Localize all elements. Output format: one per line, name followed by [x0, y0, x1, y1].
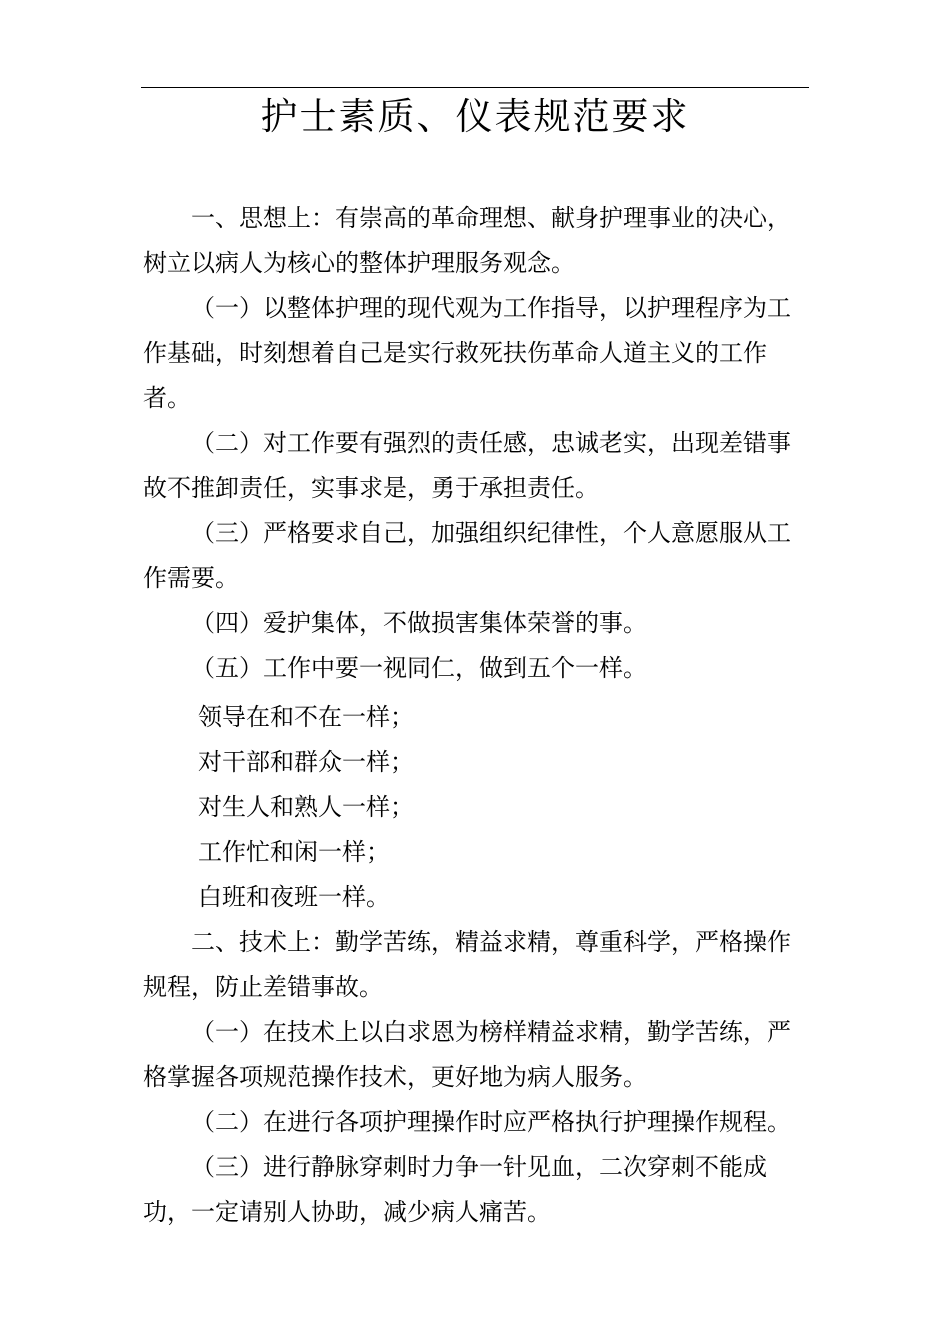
paragraph-technique-3: （三）进行静脉穿刺时力争一针见血，二次穿刺不能成功，一定请别人协助，减少病人痛苦。 — [143, 1153, 767, 1226]
paragraph-technique: 二、技术上：勤学苦练，精益求精，尊重科学，严格操作规程，防止差错事故。 — [143, 928, 791, 1001]
list-item-shift: 白班和夜班一样。 — [198, 883, 390, 911]
paragraph-technique-2: （二）在进行各项护理操作时应严格执行护理操作规程。 — [191, 1108, 791, 1136]
paragraph-thought-1: （一）以整体护理的现代观为工作指导，以护理程序为工作基础，时刻想着自己是实行救死扶伤革命人道主义的工作者。 — [143, 294, 791, 412]
paragraph-thought-5: （五）工作中要一视同仁，做到五个一样。 — [191, 654, 647, 682]
list-item-busy: 工作忙和闲一样； — [198, 838, 390, 866]
document-title: 护士素质、仪表规范要求 — [260, 95, 690, 138]
paragraph-thought-3: （三）严格要求自己，加强组织纪律性，个人意愿服从工作需要。 — [143, 519, 791, 592]
paragraph-thought-4: （四）爱护集体，不做损害集体荣誉的事。 — [191, 609, 647, 637]
paragraph-thought: 一、思想上：有崇高的革命理想、献身护理事业的决心，树立以病人为核心的整体护理服务观念。 — [143, 204, 791, 277]
paragraph-technique-1: （一）在技术上以白求恩为榜样精益求精，勤学苦练，严格掌握各项规范操作技术，更好地为病人服务。 — [143, 1018, 791, 1091]
paragraph-thought-2: （二）对工作要有强烈的责任感，忠诚老实，出现差错事故不推卸责任，实事求是，勇于承担责任。 — [143, 429, 791, 502]
document-body — [143, 196, 811, 1235]
header-rule — [141, 87, 809, 88]
list-item-cadre: 对干部和群众一样； — [198, 748, 414, 776]
list-item-stranger: 对生人和熟人一样； — [198, 793, 414, 821]
list-item-leader: 领导在和不在一样； — [198, 703, 414, 731]
